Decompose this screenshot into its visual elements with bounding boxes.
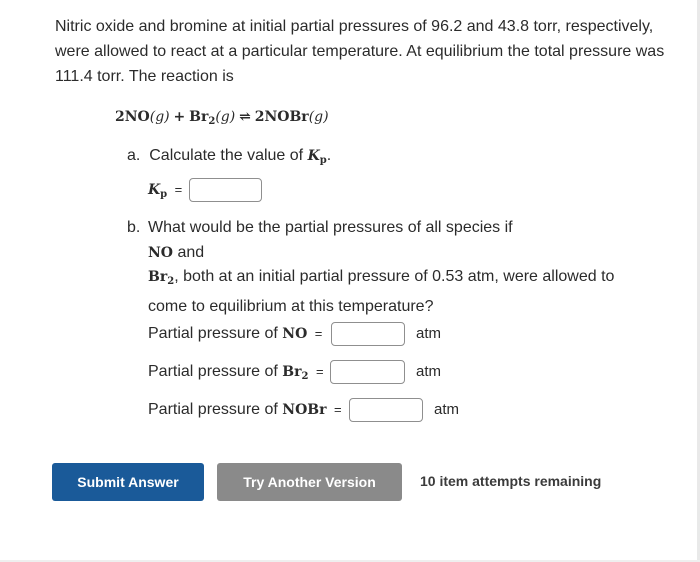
- kp-equals: =: [174, 182, 183, 197]
- eq-plus: +: [173, 109, 186, 125]
- eq-phase-1: (g): [149, 109, 170, 125]
- part-b-line1: What would be the partial pressures of all species if: [148, 219, 513, 236]
- part-a-text: Calculate the value of: [149, 147, 304, 164]
- kp-label-symbol: K: [148, 182, 161, 198]
- pp-no-label: [148, 322, 325, 346]
- try-another-version-button[interactable]: Try Another Version: [217, 463, 402, 501]
- pp-br2-input[interactable]: [330, 360, 405, 384]
- eq-equilibrium-arrow-icon: ⇌: [239, 109, 251, 125]
- part-b-and: and: [177, 243, 205, 261]
- attempts-remaining: 10 item attempts remaining: [420, 473, 602, 489]
- kp-label-sub: p: [160, 189, 168, 200]
- part-b-no-formula: NO: [148, 244, 173, 261]
- pp-nobr-label-text: Partial pressure of: [148, 401, 278, 418]
- eq-reactant-no: 2NO: [115, 109, 150, 125]
- eq-product-nobr: 2NOBr: [254, 109, 309, 125]
- pp-br2-equals: =: [315, 364, 324, 379]
- part-b-br-formula: Br: [148, 269, 168, 285]
- eq-reactant-br-sub: 2: [208, 116, 216, 127]
- submit-answer-button[interactable]: Submit Answer: [52, 463, 204, 501]
- kp-input[interactable]: [189, 178, 262, 202]
- part-a-period: .: [326, 147, 332, 164]
- pp-no-equals: =: [314, 326, 323, 341]
- pp-nobr-unit: atm: [434, 401, 460, 418]
- part-b-br-sub: 2: [167, 276, 175, 287]
- pp-br2-species-sub: 2: [301, 371, 309, 382]
- problem-intro: Nitric oxide and bromine at initial partial pressures of 96.2 and 43.8 torr, respectively, were allowed to react at a particular temperature. At equilibrium the total pressure was 111.4 torr. The reaction is: [55, 18, 665, 85]
- pp-nobr-label: [148, 398, 345, 422]
- pp-br2-label-text: Partial pressure of: [148, 363, 278, 380]
- part-a-question: [127, 144, 331, 173]
- pp-nobr-equals: =: [333, 402, 342, 417]
- pp-br2-label: [148, 360, 327, 389]
- pp-no-unit: atm: [416, 325, 442, 342]
- part-b-line2: [148, 241, 668, 266]
- pp-no-species: NO: [282, 326, 308, 342]
- part-b-question: [148, 216, 668, 319]
- part-b-letter: b.: [127, 219, 141, 236]
- pp-nobr-species: NOBr: [282, 402, 327, 418]
- pp-br2-unit: atm: [416, 363, 442, 380]
- part-b-line3-text: , both at an initial partial pressure of 0.53 atm, were allowed to: [174, 268, 615, 285]
- pp-br2-species: Br: [282, 364, 302, 380]
- reaction-equation: [115, 104, 329, 134]
- part-a-letter: a.: [127, 147, 141, 164]
- part-b-line4: come to equilibrium at this temperature?: [148, 297, 434, 315]
- part-b-line3: [148, 265, 668, 295]
- eq-phase-3: (g): [308, 109, 329, 125]
- eq-reactant-br: Br: [189, 109, 209, 125]
- eq-phase-2: (g): [215, 109, 236, 125]
- part-a-kp-symbol: K: [307, 148, 320, 164]
- pp-no-input[interactable]: [331, 322, 405, 346]
- part-a-kp-sub: p: [319, 155, 327, 166]
- kp-input-label: [148, 178, 185, 207]
- pp-no-label-text: Partial pressure of: [148, 325, 278, 342]
- pp-nobr-input[interactable]: [349, 398, 423, 422]
